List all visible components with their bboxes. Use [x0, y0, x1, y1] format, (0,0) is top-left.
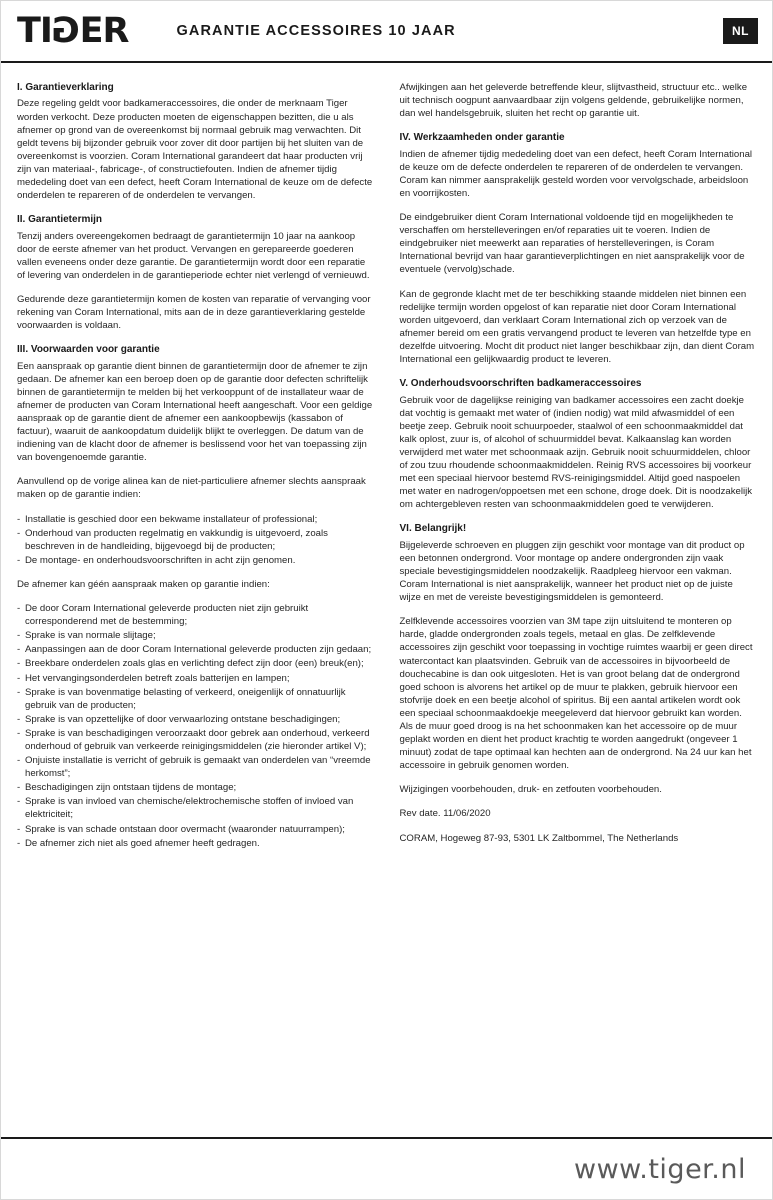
left-column [17, 81, 374, 1129]
section-heading: V. Onderhoudsvoorschriften badkameraccessoires [399, 378, 642, 390]
list-item: - Sprake is van schade ontstaan door overmacht (waaronder natuurrampen); [17, 823, 374, 836]
conditions-list-eligible [17, 513, 374, 567]
right-column [400, 81, 757, 1129]
document-body [1, 63, 772, 1129]
section-paragraph: Indien de afnemer tijdig mededeling doet van een defect, heeft Coram International de keuze om de defecte onderdelen te repareren of de onderdelen te vervangen. Coram kan nimmer aansprakelijk gesteld worden voor vervolgschade, arbeidsloon en voorrijkosten. [399, 148, 753, 199]
list-item: - Sprake is van invloed van chemische/elektrochemische stoffen of invloed van elektriciteit; [17, 795, 374, 821]
revision-date: Rev date. 11/06/2020 [399, 808, 491, 820]
list-item: - De montage- en onderhoudsvoorschriften in acht zijn genomen. [17, 554, 374, 567]
section-paragraph: Gebruik voor de dagelijkse reiniging van badkamer accessoires een zacht doekje dat vochtig is gemaakt met water of (indien nodig) wat mild afwasmiddel of een beetje zeep. Gebruik nooit schuurpoeder, staalwol of een schoonmaakmiddel dat kalk oplost, zuur is, of alcohol of schuurmiddel bevat. Kalkaanslag kan worden verwijderd met water met schoonmaak azijn. Gebruik nooit schuurmiddelen, chloor of zou tzuu rhoudende schoonmaakmiddelen. Reinig RVS accessoires bij voorkeur met een speciaal hiervoor bestemd RVS-reinigingsmiddel. Altijd goed naspoelen met water en nadrogen/oppoetsen met een schone, droge doek. Dit is noodzakelijk om achtergebleven resten van schoonmaakmiddelen goed te verwijderen. [399, 394, 753, 511]
list-item: - Onjuiste installatie is verricht of gebruik is gemaakt van onderdelen van “vreemde herkomst”; [17, 754, 374, 780]
section-garantieverklaring [17, 81, 374, 202]
section-heading: I. Garantieverklaring [17, 82, 114, 93]
intro-paragraph: Afwijkingen aan het geleverde betreffende kleur, slijtvastheid, structuur etc.. welke uit technisch oogpunt aanvaardbaar zijn volgens geldende, gebruikelijke normen, dan wel handelsgebruik, sluiten het recht op garantie uit. [399, 82, 748, 120]
page-title: GARANTIE ACCESSOIRES 10 JAAR [176, 23, 456, 39]
list-item: - Beschadigingen zijn ontstaan tijdens de montage; [17, 781, 374, 794]
list-item: - Sprake is van opzettelijke of door verwaarlozing ontstane beschadigingen; [17, 713, 374, 726]
website-url[interactable]: www.tiger.nl [573, 1153, 746, 1185]
list-item: - Sprake is van bovenmatige belasting of verkeerd, oneigenlijk of onnatuurlijk gebruik van de producten; [17, 686, 374, 712]
section-paragraph: Bijgeleverde schroeven en pluggen zijn geschikt voor montage van dit product op een betonnen ondergrond. Voor montage op andere ondergronden zijn vaak speciale bevestigingsmiddelen noodzakelijk. Raadpleeg hiervoor een vakman. Coram International is niet aansprakelijk, wanneer het product niet op de juiste wijze en met de vereiste bevestigingsmiddelen is gemonteerd. [399, 539, 745, 604]
section-paragraph: Tenzij anders overeengekomen bedraagt de garantietermijn 10 jaar na aankoop door de eerste afnemer van het product. Vervangen en gerepareerde goederen vallen eveneens onder deze garantie. De garantietermijn wordt door een reparatie of levering van onderdelen in de garantieperiode echter niet verlengd of vernieuwd. [17, 230, 370, 281]
section-paragraph: De eindgebruiker dient Coram International voldoende tijd en mogelijkheden te verschaffen om herstelleveringen en/of reparaties uit te voeren. Indien de eindgebruiker niet meewerkt aan reparaties of herstelleveringen, is Coram International bevrijd van haar garantieverplichtingen en niet aansprakelijk voor de eventuele (vervolg)schade. [399, 212, 745, 276]
exclusions-intro: De afnemer kan géén aanspraak maken op garantie indien: [17, 578, 270, 590]
list-item: - Aanpassingen aan de door Coram International geleverde producten zijn gedaan; [17, 643, 374, 656]
list-item: - Het vervangingsonderdelen betreft zoals batterijen en lampen; [17, 672, 374, 685]
list-item: - Onderhoud van producten regelmatig en vakkundig is uitgevoerd, zoals beschreven in de handleiding, bijgevoegd bij de producten; [17, 527, 374, 553]
disclaimer-text: Wijzigingen voorbehouden, druk- en zetfouten voorbehouden. [399, 784, 662, 796]
section-belangrijk [400, 522, 757, 772]
conditions-list-excluded [17, 602, 374, 850]
list-item: - De afnemer zich niet als goed afnemer heeft gedragen. [17, 837, 374, 850]
section-paragraph: Kan de gegronde klacht met de ter beschikking staande middelen niet binnen een redelijke termijn worden opgelost of kan reparatie niet door Coram International worden uitgevoerd, dan verklaart Coram International zich op verzoek van de afnemer bereid om een gratis vervangend product te leveren van hetzelfde type en dezelfde uitvoering. Mocht dit product niet langer beschikbaar zijn, dan dient Coram International een gelijkwaardig product te leveren. [399, 288, 755, 365]
list-item: - Breekbare onderdelen zoals glas en verlichting defect zijn door (een) breuk(en); [17, 657, 374, 670]
section-heading: IV. Werkzaamheden onder garantie [399, 132, 565, 144]
section-paragraph: Een aanspraak op garantie dient binnen de garantietermijn door de afnemer te zijn gedaan. De afnemer kan een beroep doen op de garantie door defecten schriftelijk binnen de garantietermijn te melden bij het verkooppunt of de installateur waar de afnemer de producten van Coram International heeft aangeschaft. Voor een geldige aanspraak op de garantie dient de afnemer een aankoopbewijs (kassabon of factuur), waaruit de aankoopdatum duidelijk blijkt te overleggen. De datum van de indiening van de klacht door de afnemer is beslissend voor het van toepassing zijn van bovengenoemde garantie. [17, 360, 373, 464]
list-item: - Installatie is geschied door een bekwame installateur of professional; [17, 513, 374, 526]
section-onderhoudsvoorschriften [400, 377, 757, 511]
section-voorwaarden-voor-garantie [17, 343, 374, 850]
language-badge: NL [723, 18, 758, 44]
logo-text-part-2: ER [79, 10, 129, 51]
section-heading: VI. Belangrijk! [399, 523, 467, 535]
list-item: - De door Coram International geleverde producten niet zijn gebruikt corresponderend met de bestemming; [17, 602, 374, 628]
company-address: CORAM, Hogeweg 87-93, 5301 LK Zaltbommel, The Netherlands [399, 832, 679, 844]
logo-mirrored-g: G [51, 10, 80, 51]
section-paragraph: Deze regeling geldt voor badkameraccessoires, die onder de merknaam Tiger worden verkocht. Deze producten moeten de eigenschappen bezitten, die u als afnemer op grond van de overeenkomst bij normaal gebruik mag verwachten. Dit geldt tevens bij bijzonder gebruik voor zover dit door partijen bij het sluiten van de overeenkomst is voorzien. Coram International garandeert dat haar producten vrij zijn van materiaal-, fabricage-, of constructiefouten. Indien de afnemer tijdig mededeling doet van een defect, heeft Coram International de keuze om de defecte onderdelen te repareren of de onderdelen te vervangen. [17, 98, 373, 202]
logo-text-part-1: TI [17, 10, 52, 51]
section-heading: III. Voorwaarden voor garantie [17, 344, 160, 356]
document-header [1, 1, 772, 63]
list-item: - Sprake is van beschadigingen veroorzaakt door gebrek aan onderhoud, verkeerd onderhoud of gebruik van verkeerde reinigingsmiddelen (zie hieronder artikel V); [17, 727, 374, 753]
section-garantietermijn [17, 213, 374, 332]
tiger-logo [17, 10, 129, 51]
section-heading: II. Garantietermijn [17, 214, 103, 226]
list-item: - Sprake is van normale slijtage; [17, 629, 374, 642]
section-paragraph: Gedurende deze garantietermijn komen de kosten van reparatie of vervanging voor rekening van Coram International, mits aan de in deze garantieverklaring gestelde voorwaarden is voldaan. [17, 293, 371, 332]
section-paragraph: Aanvullend op de vorige alinea kan de niet-particuliere afnemer slechts aanspraak maken op de garantie indien: [17, 476, 366, 501]
section-werkzaamheden-onder-garantie [400, 131, 757, 366]
document-footer [1, 1137, 772, 1199]
section-paragraph: Zelfklevende accessoires voorzien van 3M tape zijn uitsluitend te monteren op harde, gladde ondergronden zoals tegels, metaal en glas. De zelfklevende accessoires zijn geschikt voor toepassing in vochtige ruimtes waarbij er geen direct watercontact kan plaatsvinden. Gebruik van de accessoires in bijvoorbeeld de douchecabine is dan ook uitgesloten. Het is van groot belang dat de ondergrond goed schoon is alvorens het artikel op de muur te plakken, gebruik hiervoor een stofvrije doek en een beetje alcohol of spiritus. Bij een aantal artikelen wordt ook een speciaal schoonmaakdoekje meegeleverd dat hiervoor gebruikt kan worden. Als de muur goed droog is na het schoonmaken kan het accessoire op de muur geplakt worden en dient het product krachtig te worden aangedrukt (ongeveer 1 minuut) zodat de tape optimaal kan hechten aan de ondergrond. Na 24 uur kan het accessoire in gebruik genomen worden. [399, 616, 753, 772]
